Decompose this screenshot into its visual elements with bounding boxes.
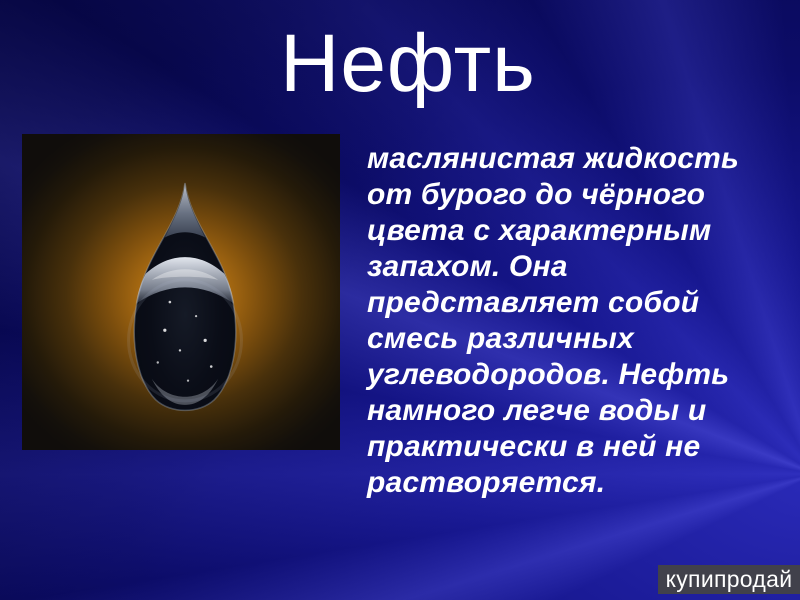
slide-title: Нефть — [280, 18, 536, 109]
body-line: представляет собой — [367, 286, 700, 319]
watermark-label: купипродай — [665, 566, 793, 592]
watermark-badge — [658, 565, 800, 594]
slide-body-text — [367, 141, 785, 501]
body-line: маслянистая жидкость — [367, 142, 740, 175]
body-line: намного легче воды и — [367, 394, 707, 427]
body-line: практически в ней не — [367, 430, 701, 463]
body-line: углеводородов. Нефть — [367, 358, 730, 391]
oil-drop-image — [22, 134, 340, 450]
oil-droplet-icon — [109, 179, 261, 421]
body-line: растворяется. — [367, 466, 606, 499]
body-line: цвета с характерным — [367, 214, 712, 247]
body-line: смесь различных — [367, 322, 634, 355]
body-line: запахом. Она — [367, 250, 568, 283]
body-line: от бурого до чёрного — [367, 178, 706, 211]
